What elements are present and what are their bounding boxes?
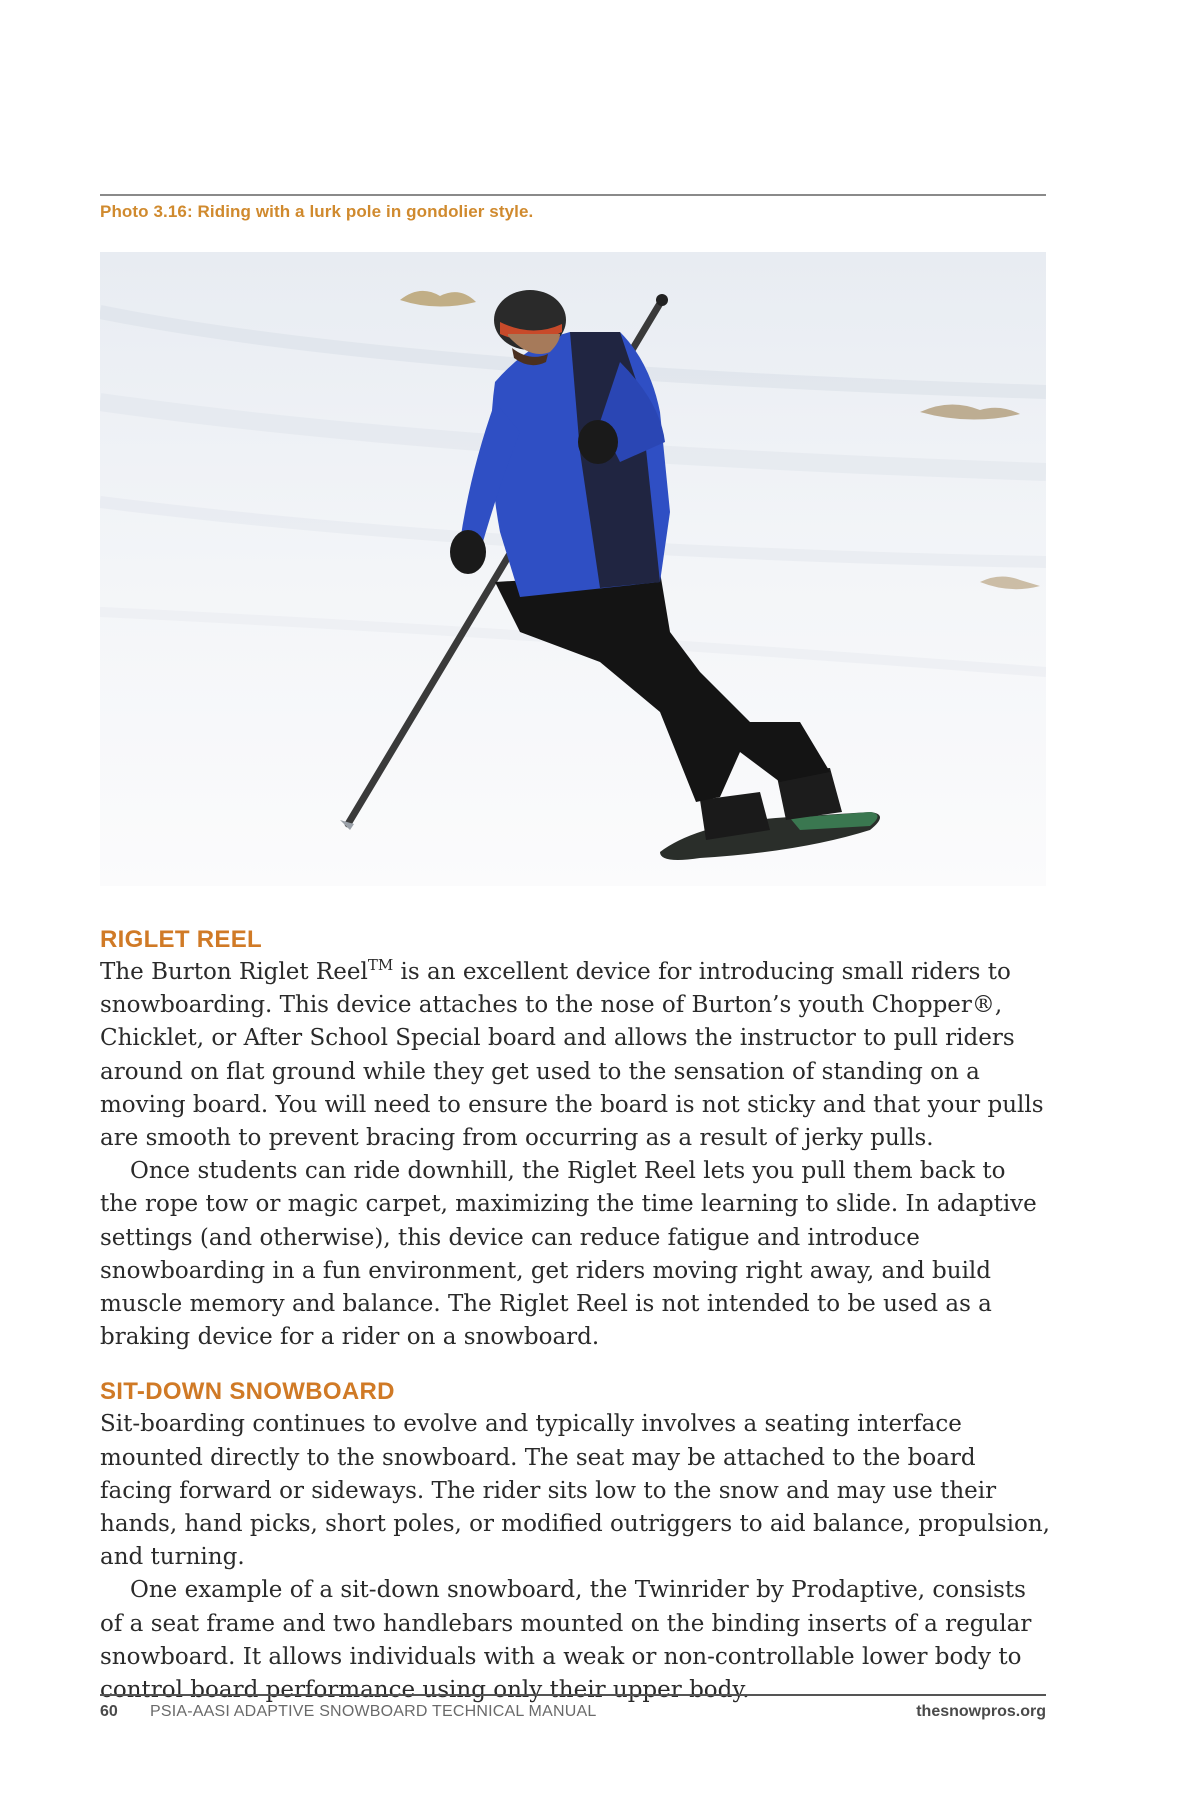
section-heading-sit-down-snowboard: SIT-DOWN SNOWBOARD (100, 1378, 395, 1406)
riglet-reel-p1-start: The Burton Riglet Reel (100, 959, 368, 985)
manual-title: PSIA-AASI ADAPTIVE SNOWBOARD TECHNICAL MANUAL (150, 1703, 597, 1720)
website-link[interactable]: thesnowpros.org (916, 1703, 1046, 1720)
sit-down-paragraph-1: Sit-boarding continues to evolve and typically involves a seating interface mounted directly to the snowboard. The seat may be attached to the board facing forward or sideways. The rider sits low to the snow and may use their hands, hand picks, short poles, or modified outriggers to aid balance, propulsion, and turning. (100, 1411, 1050, 1571)
snowboarder-photo (100, 252, 1046, 886)
snowboarder-with-lurk-pole-illustration (100, 252, 1046, 886)
page-number: 60 (100, 1703, 118, 1720)
section-heading-riglet-reel: RIGLET REEL (100, 926, 262, 953)
trademark-mark: TM (367, 956, 394, 974)
photo-caption: Photo 3.16: Riding with a lurk pole in gondolier style. (100, 202, 534, 221)
riglet-reel-p1-rest: is an excellent device for introducing small riders to snowboarding. This device attaches to the nose of Burton’s youth Chopper®, Chicklet, or After School Special board and allows the instructor to pull riders around on flat ground while they get used to the sensation of standing on a moving board. You will need to ensure the board is not sticky and that your pulls are smooth to prevent bracing from occurring as a result of jerky pulls. (100, 959, 1044, 1152)
sit-down-paragraph-2: One example of a sit-down snowboard, the Twinrider by Prodaptive, consists of a seat frame and two handlebars mounted on the binding inserts of a regular snowboard. It allows individuals with a weak or non-controllable lower body to control board performance using only their upper body. (100, 1577, 1032, 1704)
page-footer (100, 1703, 1046, 1725)
top-divider (100, 194, 1046, 196)
riglet-reel-paragraph-2: Once students can ride downhill, the Riglet Reel lets you pull them back to the rope tow or magic carpet, maximizing the time learning to slide. In adaptive settings (and otherwise), this device can reduce fatigue and introduce snowboarding in a fun environment, get riders moving right away, and build muscle memory and balance. The Riglet Reel is not intended to be used as a braking device for a rider on a snowboard. (100, 1158, 1037, 1351)
body-content (100, 924, 1050, 1707)
footer-divider (100, 1694, 1046, 1696)
riglet-reel-paragraph-1 (100, 956, 1050, 1155)
